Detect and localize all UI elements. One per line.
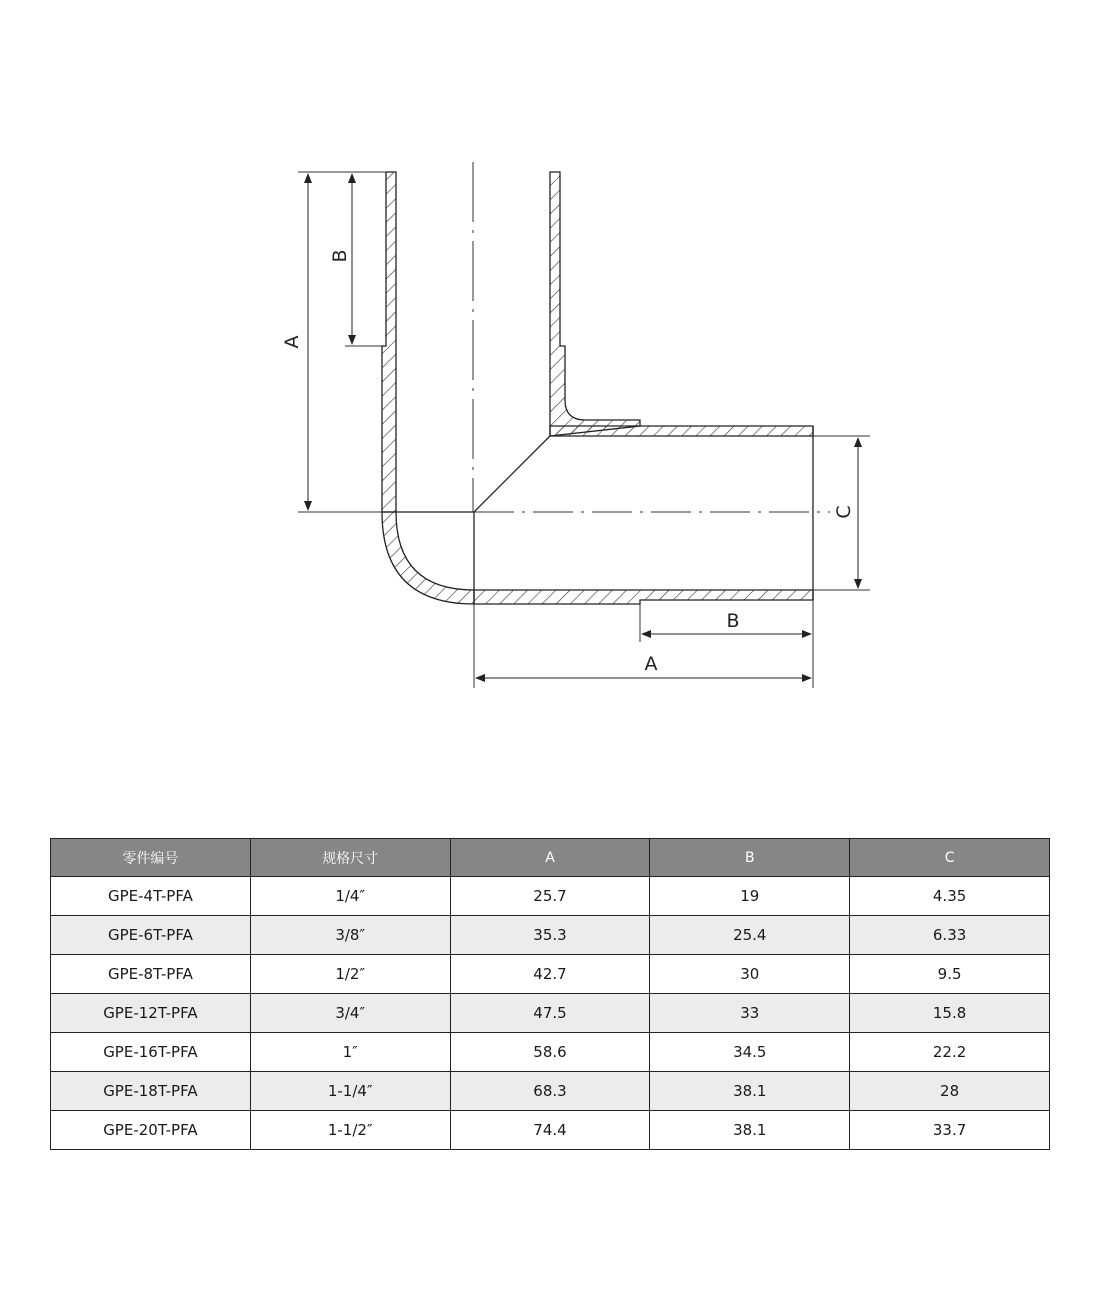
table-row xyxy=(51,994,1050,1033)
table-row xyxy=(51,877,1050,916)
header-size: 规格尺寸 xyxy=(250,839,450,877)
cell-b: 25.4 xyxy=(650,916,850,955)
cell-size: 3/8″ xyxy=(250,916,450,955)
table-row xyxy=(51,955,1050,994)
cell-a: 68.3 xyxy=(450,1072,650,1111)
internal-lines xyxy=(396,426,813,600)
table-header-row xyxy=(51,839,1050,877)
cell-c: 33.7 xyxy=(850,1111,1050,1150)
table-row xyxy=(51,1072,1050,1111)
cell-size: 1-1/4″ xyxy=(250,1072,450,1111)
cell-a: 35.3 xyxy=(450,916,650,955)
table-row xyxy=(51,1033,1050,1072)
cell-a: 25.7 xyxy=(450,877,650,916)
cell-b: 19 xyxy=(650,877,850,916)
spec-table xyxy=(50,838,1050,1150)
cell-part-number: GPE-4T-PFA xyxy=(51,877,251,916)
cell-size: 3/4″ xyxy=(250,994,450,1033)
cell-c: 22.2 xyxy=(850,1033,1050,1072)
label-b-horizontal: B xyxy=(726,610,740,632)
cell-c: 15.8 xyxy=(850,994,1050,1033)
table-row xyxy=(51,916,1050,955)
header-b: B xyxy=(650,839,850,877)
label-a-horizontal: A xyxy=(644,653,658,675)
cell-b: 38.1 xyxy=(650,1111,850,1150)
cell-c: 4.35 xyxy=(850,877,1050,916)
pipe-walls xyxy=(382,172,813,604)
cell-a: 47.5 xyxy=(450,994,650,1033)
cell-part-number: GPE-18T-PFA xyxy=(51,1072,251,1111)
cell-b: 30 xyxy=(650,955,850,994)
header-a: A xyxy=(450,839,650,877)
label-c: C xyxy=(833,505,855,519)
cell-part-number: GPE-6T-PFA xyxy=(51,916,251,955)
header-c: C xyxy=(850,839,1050,877)
cell-a: 42.7 xyxy=(450,955,650,994)
cell-b: 33 xyxy=(650,994,850,1033)
label-b-vertical: B xyxy=(329,249,351,263)
cell-a: 74.4 xyxy=(450,1111,650,1150)
cell-b: 38.1 xyxy=(650,1072,850,1111)
cell-size: 1/2″ xyxy=(250,955,450,994)
header-part-number: 零件编号 xyxy=(51,839,251,877)
cell-part-number: GPE-16T-PFA xyxy=(51,1033,251,1072)
cell-part-number: GPE-12T-PFA xyxy=(51,994,251,1033)
cell-c: 9.5 xyxy=(850,955,1050,994)
cell-size: 1″ xyxy=(250,1033,450,1072)
cell-part-number: GPE-8T-PFA xyxy=(51,955,251,994)
cell-part-number: GPE-20T-PFA xyxy=(51,1111,251,1150)
cell-size: 1-1/2″ xyxy=(250,1111,450,1150)
cell-c: 6.33 xyxy=(850,916,1050,955)
cell-a: 58.6 xyxy=(450,1033,650,1072)
cell-b: 34.5 xyxy=(650,1033,850,1072)
table-row xyxy=(51,1111,1050,1150)
label-a-vertical: A xyxy=(281,335,303,349)
cell-size: 1/4″ xyxy=(250,877,450,916)
cell-c: 28 xyxy=(850,1072,1050,1111)
